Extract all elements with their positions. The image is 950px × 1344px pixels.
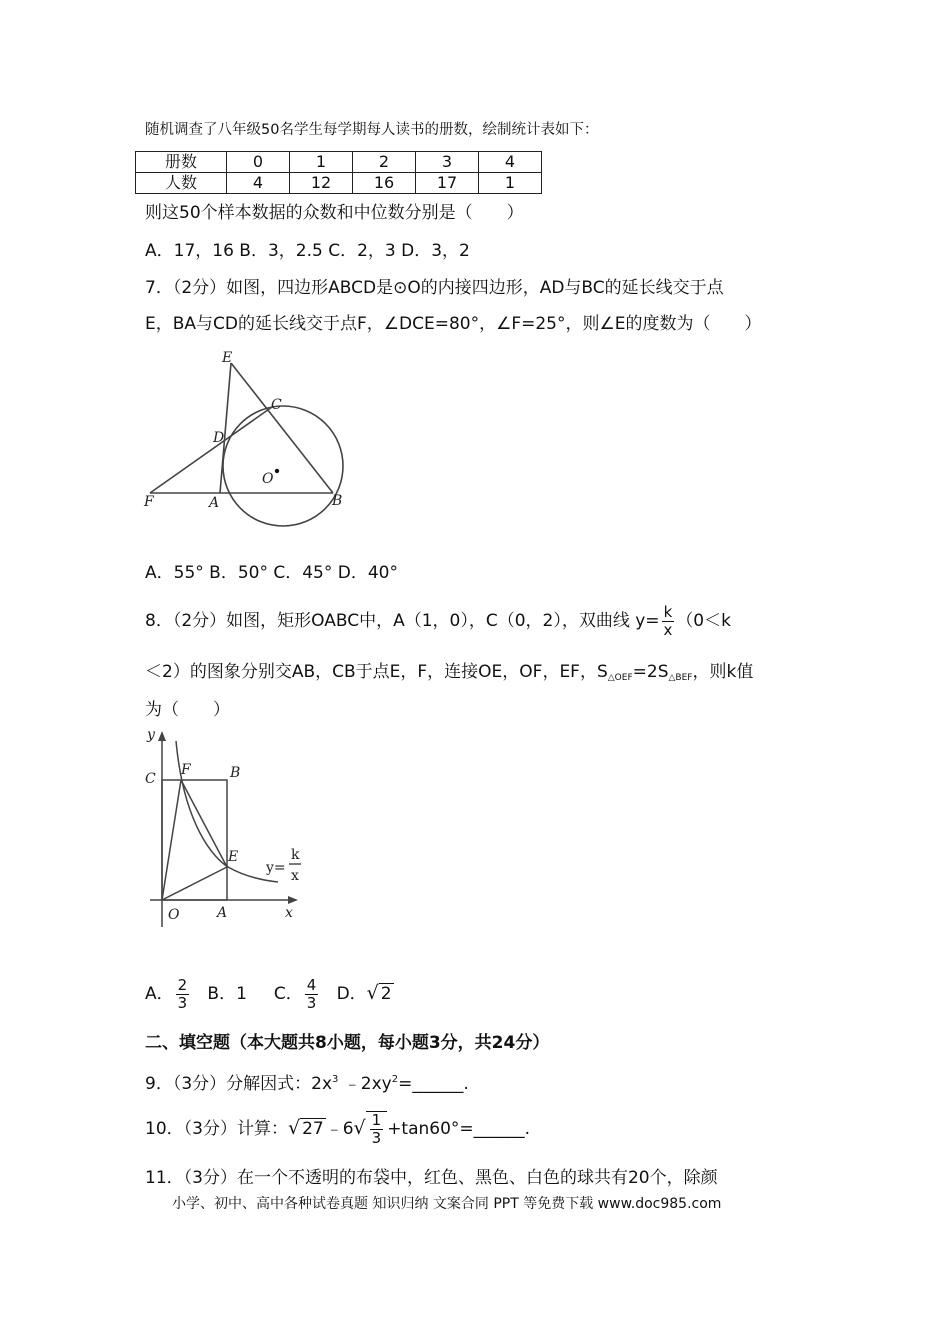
subscript: △OEF (607, 673, 633, 683)
table-cell: 册数 (136, 152, 227, 173)
line-ef (181, 780, 227, 867)
q11-line: 11．（3分）在一个不透明的布袋中，红色、黑色、白色的球共有20个，除颜 (145, 1168, 718, 1188)
label-c: C (271, 397, 282, 413)
fraction-numerator: 2 (177, 975, 188, 994)
label-a: A (209, 495, 220, 511)
q6-stem: 则这50个样本数据的众数和中位数分别是（ ） (145, 203, 524, 223)
q7-options: A．55° B．50° C．45° D．40° (145, 563, 398, 583)
label-y: y (147, 727, 155, 743)
table-cell: 3 (416, 152, 479, 173)
fraction-two-thirds (176, 977, 190, 1012)
option-d: D． (336, 984, 367, 1004)
label-b: B (230, 765, 241, 781)
table-cell: 4 (227, 173, 290, 194)
table-cell: 12 (290, 173, 353, 194)
fraction-numerator: 1 (371, 1110, 382, 1129)
q8-line2-mid: =2S (632, 662, 669, 682)
table-cell: 16 (353, 173, 416, 194)
fraction-denominator: x (663, 620, 673, 639)
fraction-denominator: 3 (177, 993, 188, 1012)
q8-line2-text: ＜2）的图象分别交AB，CB于点E，F，连接OE，OF，EF，S (145, 662, 608, 682)
fraction-numerator: 4 (306, 975, 317, 994)
table-cell: 4 (479, 152, 542, 173)
q7-line1: 7．（2分）如图，四边形ABCD是⊙O的内接四边形，AD与BC的延长线交于点 (145, 278, 724, 298)
intro-text: 随机调查了八年级50名学生每学期每人读书的册数，绘制统计表如下： (145, 122, 599, 138)
label-x: x (285, 905, 293, 921)
sqrt-radicand-fraction (366, 1111, 388, 1147)
center-point (275, 469, 279, 473)
q9-line (145, 1068, 469, 1096)
label-o: O (262, 471, 274, 487)
q9-text: 9．（3分）分解因式：2x (145, 1074, 333, 1094)
table-row (136, 173, 542, 194)
q10-text: 10．（3分）计算： (145, 1119, 288, 1139)
option-b: B．1 (207, 984, 247, 1004)
fraction-numerator: k (663, 602, 673, 621)
subscript: △BEF (668, 673, 693, 683)
line-ea (220, 363, 231, 493)
label-b: B (332, 493, 343, 509)
label-f: F (181, 762, 191, 778)
q8-line1-tail: （0＜k (676, 611, 731, 631)
q10-minus: ﹣6 (325, 1119, 354, 1139)
fraction-four-thirds (305, 977, 319, 1012)
q9-text-mid: ﹣2xy (338, 1074, 392, 1094)
table-cell: 人数 (136, 173, 227, 194)
table-cell: 2 (353, 152, 416, 173)
label-d: D (213, 430, 225, 446)
label-o: O (168, 907, 180, 923)
table-cell: 17 (416, 173, 479, 194)
fraction-one-third (370, 1112, 384, 1147)
exponent: 3 (332, 1074, 339, 1085)
label-e: E (222, 350, 233, 366)
sqrt-radicand: 2 (380, 984, 392, 1004)
circle-o (223, 406, 343, 526)
q7-circle-figure (140, 345, 355, 535)
line-oe (162, 867, 227, 900)
sqrt-symbol: √ (287, 1117, 301, 1139)
line-of (162, 780, 181, 900)
q6-options: A．17，16 B．3，2.5 C．2，3 D．3，2 (145, 241, 470, 261)
table-row (136, 152, 542, 173)
q8-line2 (145, 660, 753, 690)
table-cell: 1 (290, 152, 353, 173)
q10-tail: +tan60°=______. (387, 1119, 531, 1139)
fraction-k-over-x (662, 604, 675, 639)
option-c: C． (273, 984, 303, 1004)
y-axis-arrow (158, 731, 166, 741)
sqrt-symbol: √ (366, 982, 379, 1004)
sqrt-symbol: √ (353, 1117, 366, 1139)
reading-stats-table (135, 151, 542, 194)
exponent: 2 (391, 1074, 399, 1085)
x-axis-arrow (288, 896, 298, 904)
curve-label-k: k (291, 847, 300, 863)
option-a: A． (145, 984, 174, 1004)
line-fc (150, 407, 272, 493)
curve-label-x: x (291, 868, 299, 884)
q8-options (145, 972, 394, 1015)
q8-line2-tail: ，则k值 (692, 662, 754, 682)
q7-line2: E，BA与CD的延长线交于点F，∠DCE=80°，∠F=25°，则∠E的度数为（ ） (145, 314, 762, 334)
line-eb (231, 363, 333, 493)
table-cell: 1 (479, 173, 542, 194)
q9-text-tail: =______. (398, 1074, 469, 1094)
label-c: C (145, 771, 156, 787)
table-cell: 0 (227, 152, 290, 173)
q8-line1-text: 8．（2分）如图，矩形OABC中，A（1，0），C（0，2），双曲线 y= (145, 611, 660, 631)
q8-hyperbola-figure (140, 727, 305, 937)
q8-line1 (145, 602, 731, 640)
label-e: E (228, 849, 239, 865)
sqrt-radicand: 27 (302, 1119, 324, 1139)
curve-label: y= (266, 860, 286, 876)
label-a: A (217, 905, 228, 921)
q10-line (145, 1108, 530, 1149)
label-f: F (144, 494, 154, 510)
fraction-denominator: 3 (306, 993, 317, 1012)
page-footer: 小学、初中、高中各种试卷真题 知识归纳 文案合同 PPT 等免费下载 www.doc985.com (172, 1196, 722, 1212)
section-2-heading: 二、填空题（本大题共8小题，每小题3分，共24分） (145, 1033, 550, 1053)
fraction-denominator: 3 (371, 1128, 382, 1147)
q8-line3: 为（ ） (145, 700, 230, 720)
